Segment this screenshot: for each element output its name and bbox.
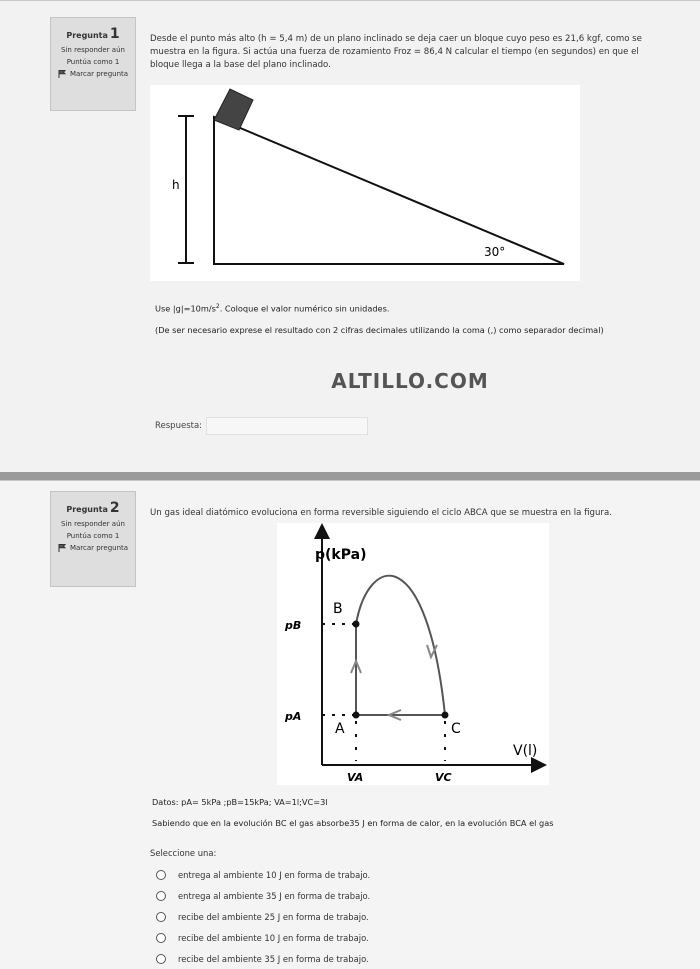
radio-button[interactable] [156, 933, 166, 943]
cycle-curve-BC [356, 576, 445, 715]
data-line: Datos: pA= 5kPa ;pB=15kPa; VA=1l;VC=3l [152, 797, 328, 807]
decimal-note: (De ser necesario exprese el resultado con 2 cifras decimales utilizando la coma (,) como separador decimal) [155, 325, 604, 335]
y-axis-label: p(kPa) [315, 547, 367, 563]
statement: Sabiendo que en la evolución BC el gas absorbe35 J en forma de calor, en la evolución BCA el gas [152, 818, 554, 828]
option-5[interactable]: recibe del ambiente 35 J en forma de trabajo. [150, 948, 370, 969]
pB-label: pB [285, 619, 302, 632]
radio-button[interactable] [156, 912, 166, 922]
pv-diagram [277, 523, 549, 785]
flag-question-1-link[interactable]: Marcar pregunta [54, 70, 132, 78]
flag-question-2-link[interactable]: Marcar pregunta [54, 544, 132, 552]
option-3[interactable]: recibe del ambiente 25 J en forma de trabajo. [150, 906, 370, 927]
answer-row [155, 417, 368, 435]
VC-label: VC [435, 771, 452, 784]
VA-label: VA [347, 771, 364, 784]
inclined-plane-figure [150, 85, 580, 281]
x-axis-label: V(l) [513, 743, 538, 759]
radio-button[interactable] [156, 954, 166, 964]
option-2[interactable]: entrega al ambiente 35 J en forma de trabajo. [150, 885, 370, 906]
flag-icon [58, 544, 66, 552]
question-2-number: Pregunta 2 [66, 500, 120, 516]
radio-button[interactable] [156, 891, 166, 901]
select-label: Seleccione una: [150, 848, 217, 858]
point-C [442, 712, 449, 719]
radio-button[interactable] [156, 870, 166, 880]
question-1-info-box [50, 17, 136, 111]
label-A: A [335, 721, 345, 737]
watermark: ALTILLO.COM [331, 369, 489, 393]
height-label: h [172, 178, 180, 192]
question-2-status: Sin responder aún [61, 520, 125, 528]
question-1-panel [0, 0, 700, 473]
option-4[interactable]: recibe del ambiente 10 J en forma de trabajo. [150, 927, 370, 948]
option-1[interactable]: entrega al ambiente 10 J en forma de trabajo. [150, 864, 370, 885]
inclined-plane-triangle [214, 117, 564, 264]
block [214, 89, 253, 130]
point-A [353, 712, 360, 719]
gravity-note: Use $|g|=10m/s^2$. Coloque el valor numérico sin unidades. [155, 303, 390, 314]
question-2-score: Puntúa como 1 [66, 532, 120, 540]
question-1-text: Desde el punto más alto (h = 5,4 m) de un plano inclinado se deja caer un bloque cuyo peso es 21,6 kgf, como se muestra en la figura. Si actúa una fuerza de rozamiento Froz = 86,4 N calcular el tiempo (en segundos) en que el bloque llega a la base del plano inclinado. [150, 34, 642, 70]
point-B [353, 621, 360, 628]
flag-icon [58, 70, 66, 78]
question-2-text: Un gas ideal diatómico evoluciona en forma reversible siguiendo el ciclo ABCA que se muestra en la figura. [150, 508, 612, 518]
panel-divider [0, 472, 700, 480]
label-C: C [451, 721, 461, 737]
label-B: B [333, 601, 343, 617]
options-group [150, 848, 370, 969]
pA-label: pA [285, 710, 302, 723]
answer-label: Respuesta: [155, 421, 203, 431]
angle-label: 30° [484, 245, 506, 259]
question-1-score: Puntúa como 1 [66, 58, 120, 66]
question-2-info-box [50, 491, 136, 587]
question-1-status: Sin responder aún [61, 46, 125, 54]
answer-input[interactable] [206, 417, 368, 435]
question-1-number: Pregunta 1 [66, 26, 120, 42]
